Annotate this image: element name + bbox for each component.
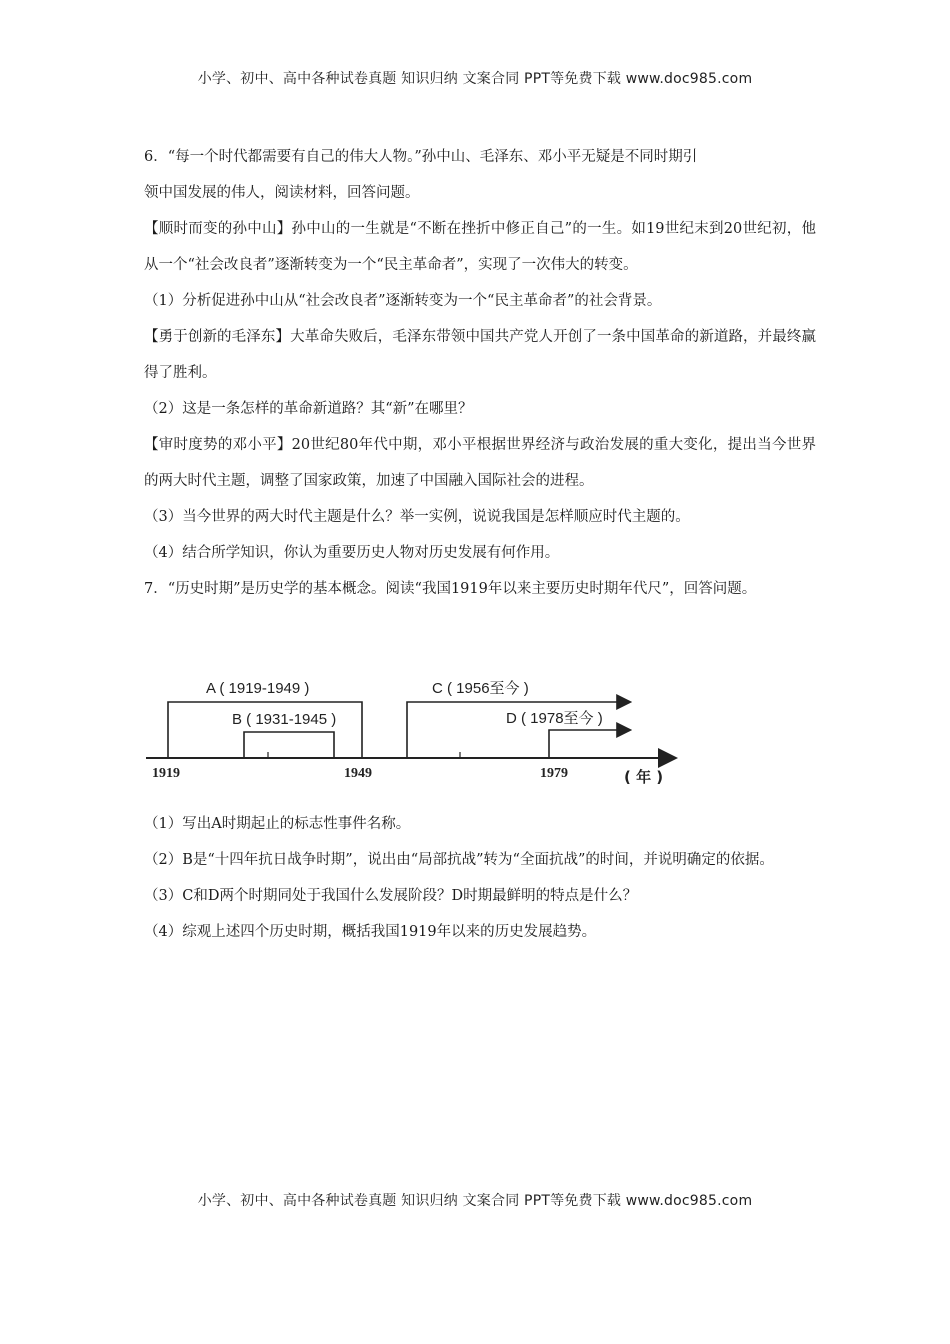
q7-intro: 7．“历史时期”是历史学的基本概念。阅读“我国1919年以来主要历史时期年代尺”，回答问题。 <box>144 581 757 597</box>
tick-label-1949: 1949 <box>344 766 372 781</box>
q6-material-deng: 【审时度势的邓小平】20世纪80年代中期，邓小平根据世界经济与政治发展的重大变化，提出当今世界的两大时代主题，调整了国家政策，加速了中国融入国际社会的进程。 <box>144 437 816 489</box>
q6-sub-question-3: （3）当今世界的两大时代主题是什么？举一实例，说说我国是怎样顺应时代主题的。 <box>144 509 690 525</box>
q7-sub-question-1: （1）写出A时期起止的标志性事件名称。 <box>144 816 411 832</box>
page-header: 小学、初中、高中各种试卷真题 知识归纳 文案合同 PPT等免费下载 www.doc985.com <box>197 71 753 87</box>
period-a-label: A ( 1919-1949 ) <box>206 680 310 697</box>
q6-material-sun: 【顺时而变的孙中山】孙中山的一生就是“不断在挫折中修正自己”的一生。如19世纪末到20世纪初，他从一个“社会改良者”逐渐转变为一个“民主革命者”，实现了一次伟大的转变。 <box>144 221 816 273</box>
period-b-bracket <box>244 732 334 758</box>
q7-sub-question-2: （2）B是“十四年抗日战争时期”，说出由“局部抗战”转为“全面抗战”的时间，并说明确定的依据。 <box>144 852 774 868</box>
q6-stem-line2: 领中国发展的伟人，阅读材料，回答问题。 <box>144 185 420 201</box>
tick-label-1979: 1979 <box>540 766 568 781</box>
axis-unit-label: ( 年 ) <box>624 768 664 786</box>
period-d-label: D ( 1978至今 ) <box>506 710 603 727</box>
period-d-bracket <box>549 730 629 758</box>
question-7-subquestions <box>144 806 816 950</box>
q6-sub-question-2: （2）这是一条怎样的革命新道路？其“新”在哪里？ <box>144 401 473 417</box>
q6-material-mao: 【勇于创新的毛泽东】大革命失败后，毛泽东带领中国共产党人开创了一条中国革命的新道路，并最终赢得了胜利。 <box>144 329 816 381</box>
period-b-label: B ( 1931-1945 ) <box>232 711 337 728</box>
timeline-diagram <box>144 672 684 792</box>
page-footer: 小学、初中、高中各种试卷真题 知识归纳 文案合同 PPT等免费下载 www.doc985.com <box>197 1193 753 1209</box>
q7-sub-question-4: （4）综观上述四个历史时期，概括我国1919年以来的历史发展趋势。 <box>144 924 597 940</box>
period-c-label: C ( 1956至今 ) <box>432 680 529 697</box>
q7-sub-question-3: （3）C和D两个时期同处于我国什么发展阶段？D时期最鲜明的特点是什么？ <box>144 888 638 904</box>
tick-label-1919: 1919 <box>152 766 180 781</box>
q6-sub-question-1: （1）分析促进孙中山从“社会改良者”逐渐转变为一个“民主革命者”的社会背景。 <box>144 293 662 309</box>
q6-stem-line1: 6．“每一个时代都需要有自己的伟大人物。”孙中山、毛泽东、邓小平无疑是不同时期引 <box>144 149 698 165</box>
q6-sub-question-4: （4）结合所学知识，你认为重要历史人物对历史发展有何作用。 <box>144 545 560 561</box>
question-6 <box>144 139 816 607</box>
